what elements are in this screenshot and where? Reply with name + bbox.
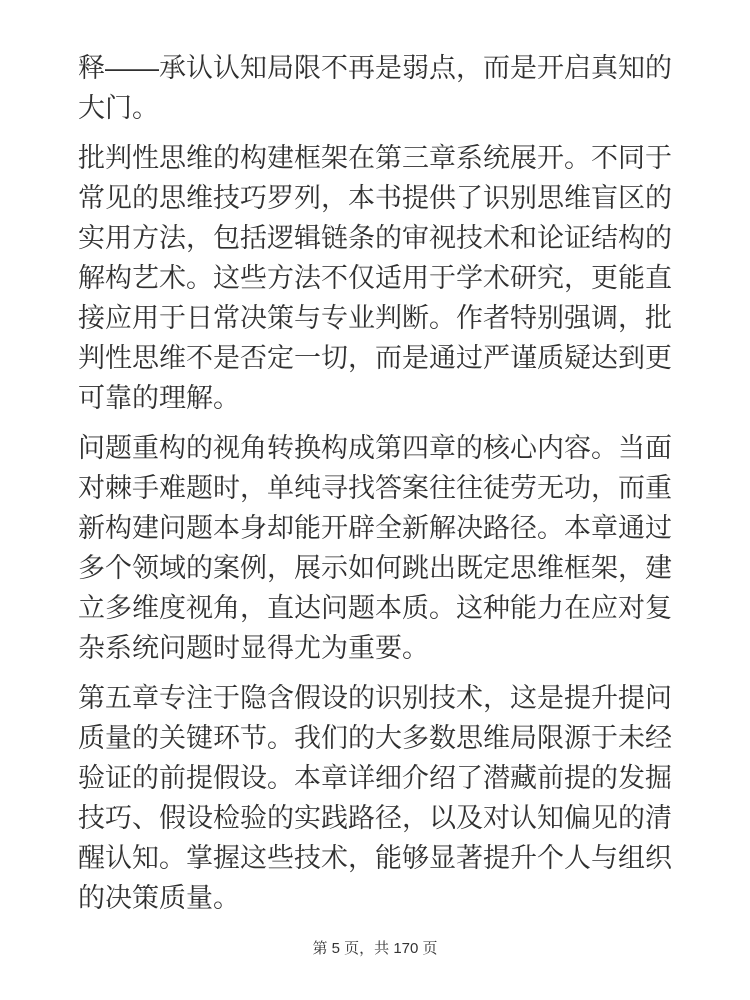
page-indicator: 第 5 页，共 170 页 (312, 940, 438, 957)
paragraph: 第五章专注于隐含假设的识别技术，这是提升提问质量的关键环节。我们的大多数思维局限源于未经验证的前提假设。本章详细介绍了潜藏前提的发掘技巧、假设检验的实践路径，以及对认知偏见的清醒认知。掌握这些技术，能够显著提升个人与组织的决策质量。 (78, 683, 672, 913)
paragraph-list (78, 48, 672, 918)
page-content (78, 48, 672, 928)
paragraph: 批判性思维的构建框架在第三章系统展开。不同于常见的思维技巧罗列，本书提供了识别思维盲区的实用方法，包括逻辑链条的审视技术和论证结构的解构艺术。这些方法不仅适用于学术研究，更能直接应用于日常决策与专业判断。作者特别强调，批判性思维不是否定一切，而是通过严谨质疑达到更可靠的理解。 (78, 143, 672, 413)
paragraph: 问题重构的视角转换构成第四章的核心内容。当面对棘手难题时，单纯寻找答案往往徒劳无功，而重新构建问题本身却能开辟全新解决路径。本章通过多个领域的案例，展示如何跳出既定思维框架，建立多维度视角，直达问题本质。这种能力在应对复杂系统问题时显得尤为重要。 (78, 433, 672, 663)
paragraph: 释——承认认知局限不再是弱点，而是开启真知的大门。 (78, 53, 672, 123)
page-footer (0, 938, 750, 960)
